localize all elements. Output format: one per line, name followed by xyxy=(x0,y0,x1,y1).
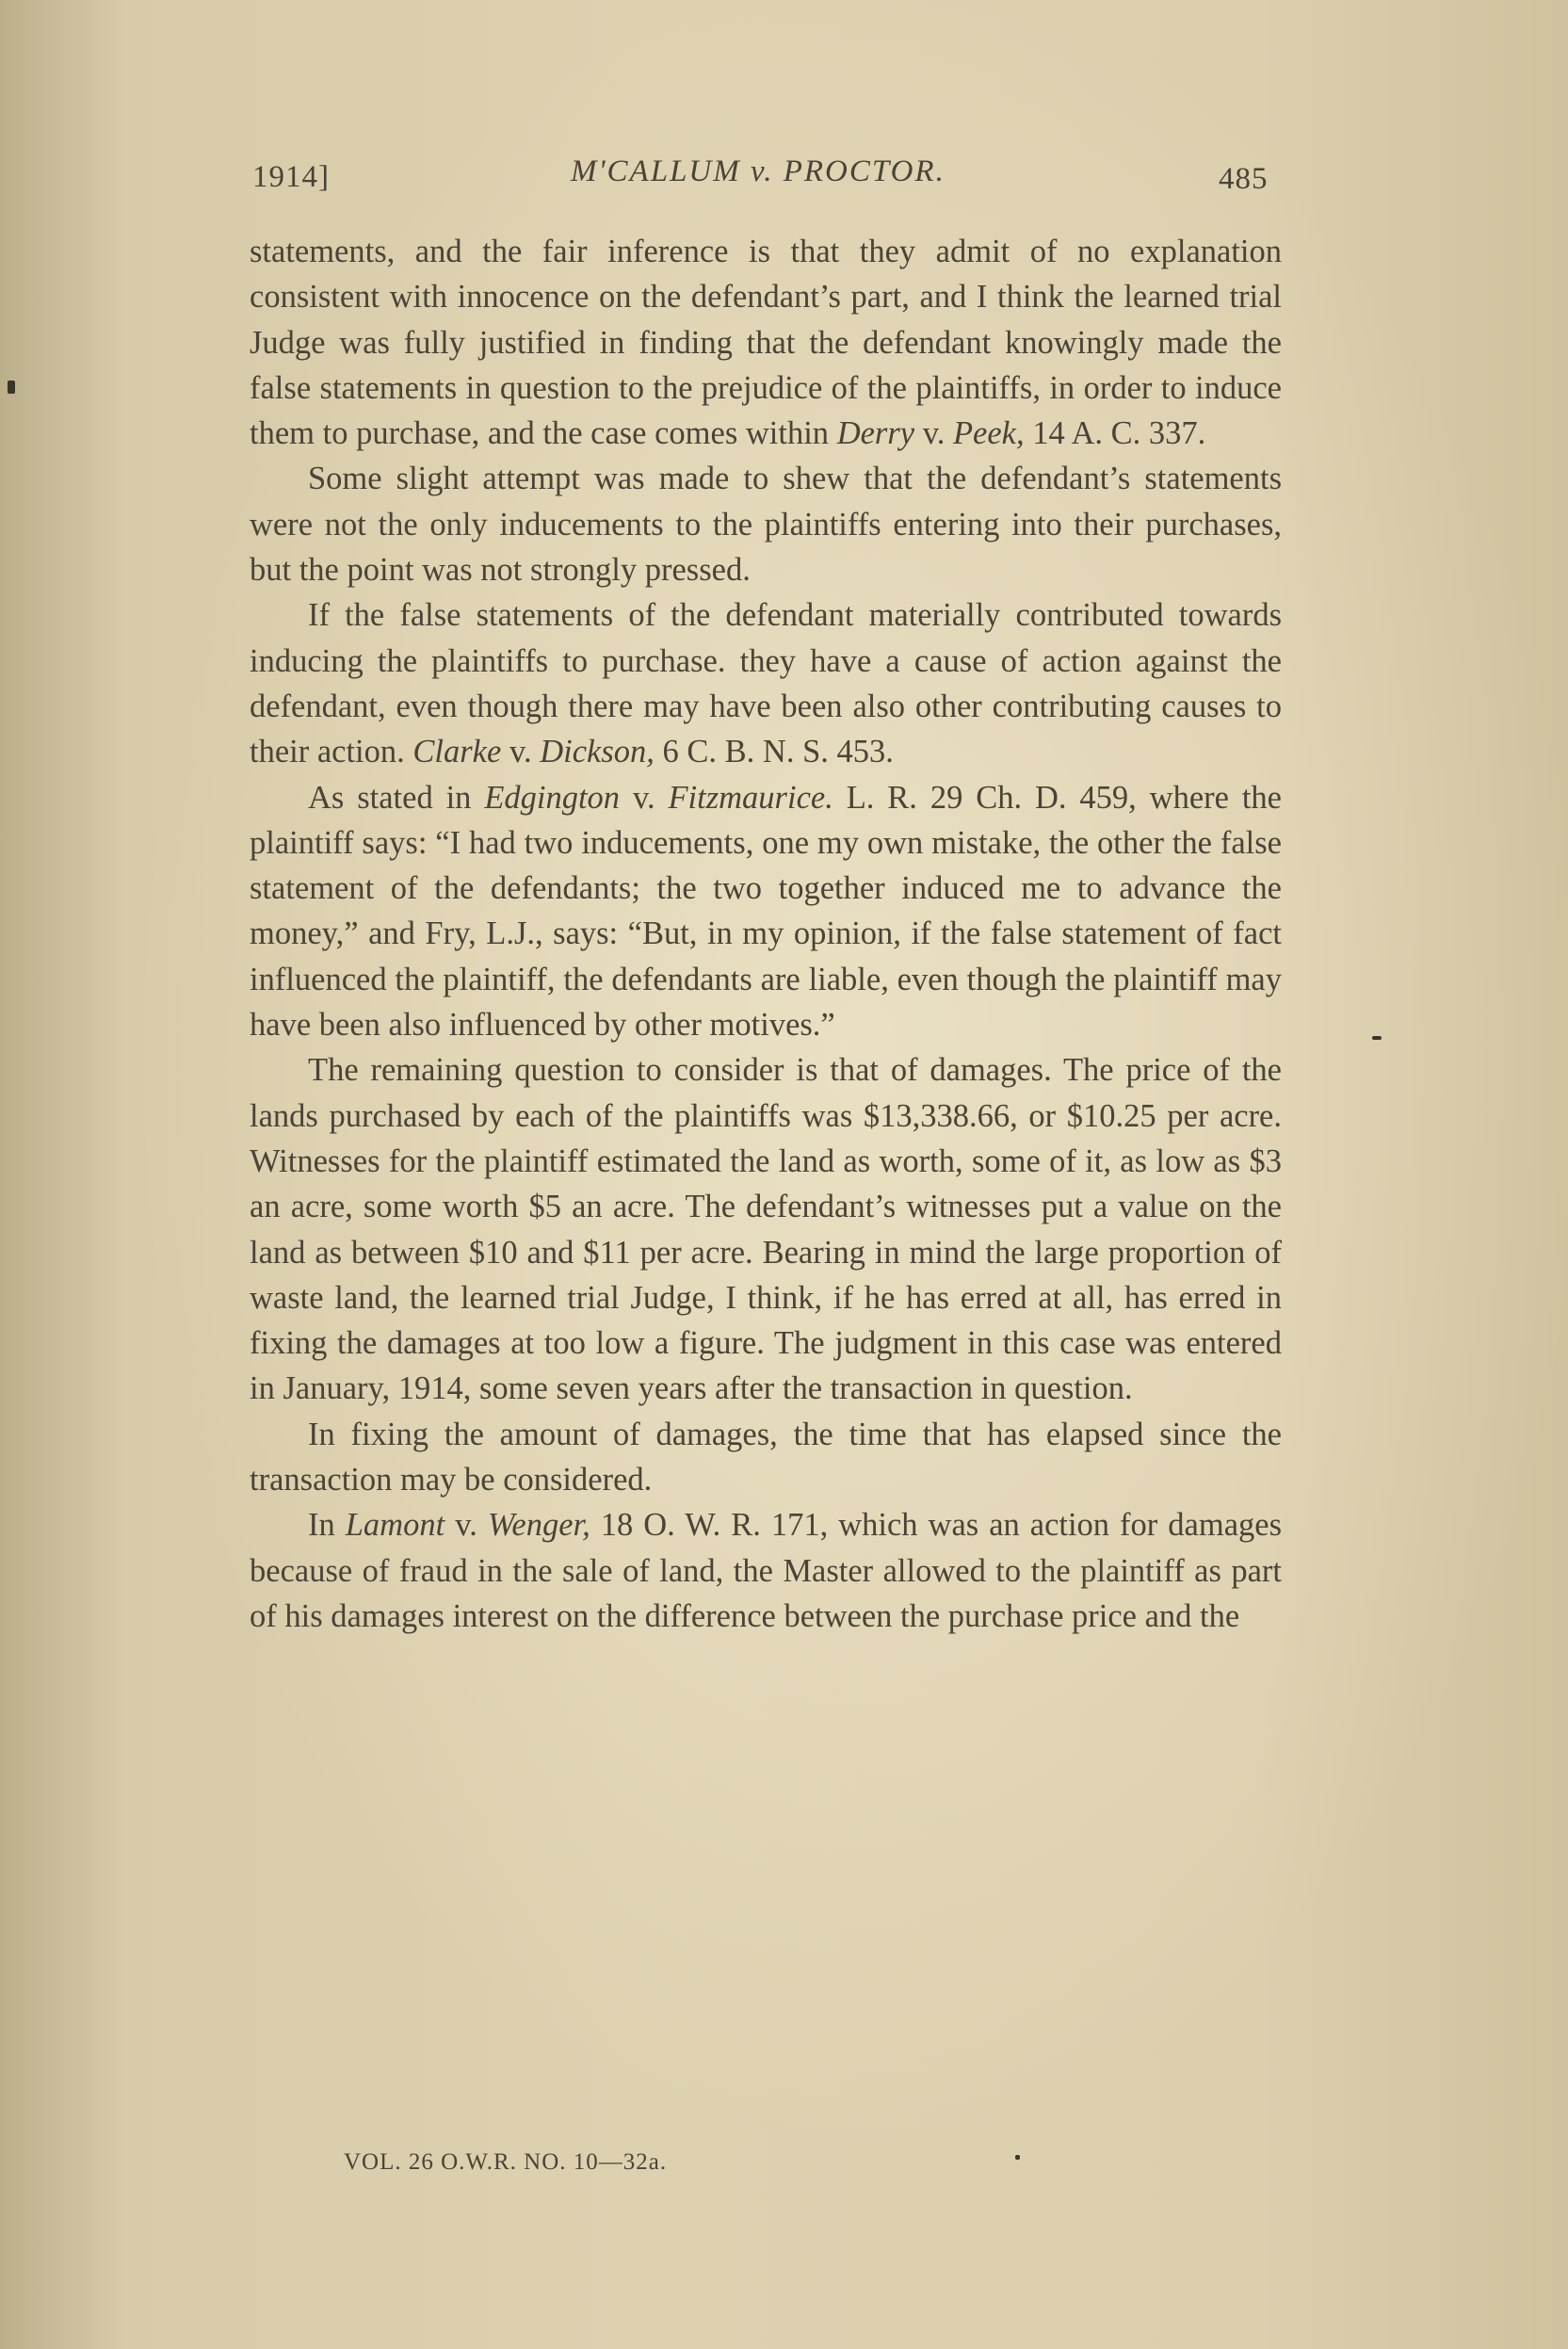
running-header xyxy=(252,153,1288,209)
text-run: v. xyxy=(501,734,541,770)
text-run: In fixing the amount of damages, the time that has elapsed since the transaction may be considered. xyxy=(250,1416,1282,1498)
header-case-title: M'CALLUM v. PROCTOR. xyxy=(571,154,946,188)
text-run: 18 O. W. R. 171, which was an action for damages because of fraud in the sale of land, the Master allowed to the plaintiff as part of his damages interest on the difference between the purchase price and the xyxy=(250,1507,1282,1634)
text-run: In xyxy=(308,1507,346,1544)
margin-mark xyxy=(1372,1036,1382,1040)
text-run: v. xyxy=(914,415,953,452)
paragraph xyxy=(250,775,1282,1048)
printer-signature-mark: VOL. 26 O.W.R. NO. 10—32a. xyxy=(344,2149,668,2175)
case-name: Peek, xyxy=(952,415,1025,452)
paragraph xyxy=(250,456,1282,592)
case-name: Wenger, xyxy=(487,1507,590,1544)
paragraph xyxy=(250,1412,1282,1503)
text-run: L. R. 29 Ch. D. 459, where the plaintiff says: “I had two inducements, one my own mistake, the other the false statement of the defendants; the two together induced me to advance the money,” and Fry, L.J., says: “But, in my opinion, if the false statement of fact influenced the plaintiff, the defendants are liable, even though the plaintiff may have been also influenced by other motives.” xyxy=(250,779,1282,1044)
stray-dot xyxy=(1015,2155,1020,2160)
text-run: If the false statements of the defendant materially contributed towards inducing the plaintiffs to purchase. they have a cause of action against the defendant, even though there may have been also other contributing causes to their action. xyxy=(250,597,1282,770)
text-run: 14 A. C. 337. xyxy=(1024,415,1206,452)
text-run: 6 C. B. N. S. 453. xyxy=(654,734,894,770)
text-run: statements, and the fair inference is that they admit of no explanation consistent with innocence on the defendant’s part, and I think the learned trial Judge was fully justified in finding that the defendant knowingly made the false statements in question to the prejudice of the plaintiffs, in order to induce them to purchase, and the case comes within xyxy=(250,234,1282,452)
page-body-text xyxy=(250,229,1282,1639)
case-name: Dickson, xyxy=(540,734,655,770)
case-name: Clarke xyxy=(412,734,502,770)
paragraph xyxy=(250,1047,1282,1411)
text-run: As stated in xyxy=(308,779,485,816)
page-number: 485 xyxy=(1219,162,1269,196)
header-year: 1914] xyxy=(252,160,330,194)
paragraph xyxy=(250,229,1282,456)
text-run: Some slight attempt was made to shew that the defendant’s statements were not the only inducements to the plaintiffs entering into their purchases, but the point was not strongly pressed. xyxy=(250,461,1282,589)
margin-mark xyxy=(8,381,15,394)
case-name: Lamont xyxy=(345,1507,445,1544)
case-name: Fitzmaurice. xyxy=(668,779,833,816)
case-name: Derry xyxy=(836,415,915,452)
paragraph xyxy=(250,592,1282,774)
case-name: Edgington xyxy=(484,779,621,816)
text-run: v. xyxy=(445,1507,488,1544)
text-run: v. xyxy=(620,779,669,816)
paragraph xyxy=(250,1502,1282,1639)
text-run: The remaining question to consider is that of damages. The price of the lands purchased by each of the plaintiffs was $13,338.66, or $10.25 per acre. Witnesses for the plaintiff estimated the land as worth, some of it, as low as $3 an acre, some worth $5 an acre. The defendant’s witnesses put a value on the land as between $10 and $11 per acre. Bearing in mind the large proportion of waste land, the learned trial Judge, I think, if he has erred at all, has erred in fixing the damages at too low a figure. The judgment in this case was entered in January, 1914, some seven years after the transaction in question. xyxy=(250,1052,1282,1407)
